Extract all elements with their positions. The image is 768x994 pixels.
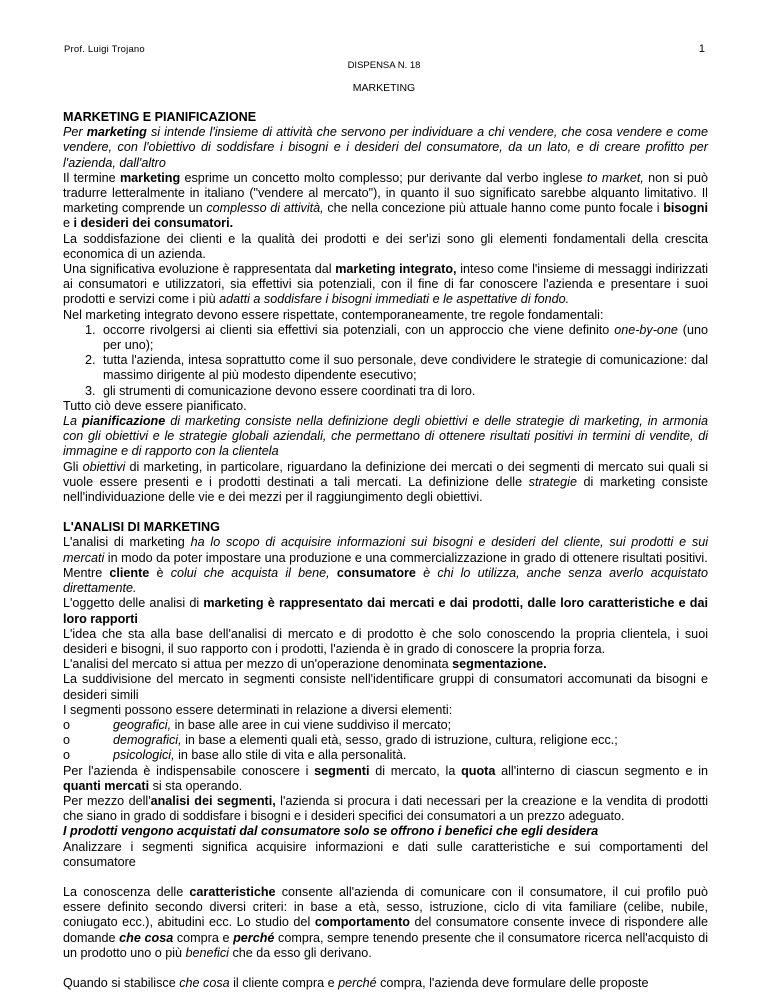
list-item: o demografici, in base a elementi quali età, sesso, grado di istruzione, cultura, religione ecc.; [63, 733, 618, 748]
paragraph-objectives: Gli obiettivi di marketing, in particolare, riguardano la definizione dei mercati o dei segmenti di mercato sui quali si vuole essere presenti e i prodotti destinati a tali mercati. La definizione delle strategie di marketing consiste nell'individuazione delle vie e dei mezzi per il raggiungimento degli obiettivi. [63, 459, 708, 505]
author-header: Prof. Luigi Trojano [64, 44, 145, 55]
paragraph-benefits: I prodotti vengono acquistati dal consumatore solo se offrono i benefici che egli desidera [63, 824, 599, 839]
paragraph-analyze: Analizzare i segmenti significa acquisire informazioni e dati sulle caratteristiche e sui comportamenti del consumatore [63, 839, 708, 869]
list-item: 2. tutta l'azienda, intesa soprattutto come il suo personale, deve condividere le strategie di comunicazione: dal massimo dirigente al più modesto dipendente esecutivo; [99, 353, 708, 383]
dispensa-number: DISPENSA N. 18 [347, 60, 421, 71]
paragraph-object: L'oggetto delle analisi di marketing è rappresentato dai mercati e dai prodotti, dalle loro caratteristiche e dai loro rapporti [63, 596, 708, 626]
list-item: o geografici, in base alle aree in cui viene suddiviso il mercato; [63, 717, 452, 732]
paragraph-analysis-scope: L'analisi di marketing ha lo scopo di acquisire informazioni sui bisogni e desideri del cliente, sui prodotti e sui mercati in modo da poter impostare una produzione e una commercializzazione in grado di ottenere risultati positivi. [63, 535, 708, 565]
bullet-marker: o [63, 733, 71, 748]
document-title: MARKETING [352, 82, 416, 94]
paragraph-idea: L'idea che sta alla base dell'analisi di mercato e di prodotto è che solo conoscendo la propria clientela, i suoi desideri e bisogni, il suo rapporto con i prodotti, l'azienda è in grado di conoscere la propria forza. [63, 626, 708, 656]
list-item: 1. occorre rivolgersi ai clienti sia effettivi sia potenziali, con un approccio che viene definito one-by-one (uno per uno); [99, 323, 708, 353]
paragraph-term: Il termine marketing esprime un concetto molto complesso; pur derivante dal verbo inglese to market, non si può tradurre letteralmente in italiano ("vendere al mercato"), in quanto il suo significato sarebbe alquanto limitativo. Il marketing comprende un complesso di attività, che nella concezione più attuale hanno come punto focale i bisogni e i desideri dei consumatori. [63, 170, 708, 231]
list-item: 3. gli strumenti di comunicazione devono essere coordinati tra di loro. [99, 384, 708, 399]
paragraph-division: La suddivisione del mercato in segmenti consiste nell'identificare gruppi di consumatori accomunati da bisogni e desideri simili [63, 672, 708, 702]
bullet-marker: o [63, 717, 71, 732]
section-title-analisi: L'ANALISI DI MARKETING [63, 520, 220, 535]
paragraph-characteristics: La conoscenza delle caratteristiche consente all'azienda di comunicare con il consumatore, il cui profilo può essere definito secondo diversi criteri: in base a età, sesso, istruzione, ciclo di vita familiare (celibe, nubile, coniugato ecc.), abitudini ecc. Lo studio del comportamento del consumatore consente invece di rispondere alle domande che cosa compra e perché compra, sempre tenendo presente che il consumatore ricerca nell'acquisto di un prodotto uno o più benefici che da esso gli derivano. [63, 884, 709, 960]
paragraph-integrated: Una significativa evoluzione è rappresentata dal marketing integrato, inteso come l'insieme di messaggi indirizzati ai consumatori e utilizzatori, sia effettivi sia potenziali, con il fine di far conoscere l'azienda e presentare i suoi prodotti e servizi come i più adatti a soddisfare i bisogni immediati e le aspettative di fondo. [63, 262, 708, 307]
paragraph-proposals: Quando si stabilisce che cosa il cliente compra e perché compra, l'azienda deve formulare delle proposte [63, 975, 649, 990]
paragraph-segment-analysis: Per mezzo dell'analisi dei segmenti, l'azienda si procura i dati necessari per la creazione e la vendita di prodotti che siano in grado di soddisfare i bisogni e i desideri specifici dei consumatori a un prezzo adeguato. [63, 793, 708, 824]
paragraph-segmentation: L'analisi del mercato si attua per mezzo di un'operazione denominata segmentazione. [63, 657, 547, 672]
segments-list [63, 718, 708, 764]
paragraph-client-consumer: Mentre cliente è colui che acquista il bene, consumatore è chi lo utilizza, anche senza averlo acquistato direttamente. [63, 565, 708, 596]
rules-list [63, 323, 708, 399]
list-item: o psicologici, in base allo stile di vita e alla personalità. [63, 748, 407, 763]
paragraph-rules-intro: Nel marketing integrato devono essere rispettate, contemporaneamente, tre regole fondamentali: [63, 307, 604, 322]
paragraph-planned: Tutto ciò deve essere pianificato. [63, 398, 247, 413]
bullet-marker: o [63, 748, 71, 763]
document-body [63, 110, 708, 991]
page-number: 1 [698, 43, 705, 55]
paragraph-knowledge: Per l'azienda è indispensabile conoscere i segmenti di mercato, la quota all'interno di ciascun segmento e in quanti mercati si sta operando. [63, 763, 709, 793]
paragraph-planning: La pianificazione di marketing consiste nella definizione degli obiettivi e delle strategie di marketing, in armonia con gli obiettivi e le strategie globali aziendali, che permettano di ottenere risultati positivi in termini di vendite, di immagine e di rapporto con la clientela [63, 414, 708, 459]
paragraph-segments-intro: I segmenti possono essere determinati in relazione a diversi elementi: [63, 702, 453, 717]
section-title-marketing-pianificazione: MARKETING E PIANIFICAZIONE [63, 110, 257, 124]
paragraph-definition: Per marketing si intende l'insieme di attività che servono per individuare a chi vendere, che cosa vendere e come vendere, con l'obiettivo di soddisfare i bisogni e i desideri del consumatore, da un lato, e di creare profitto per l'azienda, dall'altro [63, 125, 708, 170]
paragraph-satisfaction: La soddisfazione dei clienti e la qualità dei prodotti e dei ser'izi sono gli elementi fondamentali della crescita economica di un azienda. [63, 231, 708, 261]
